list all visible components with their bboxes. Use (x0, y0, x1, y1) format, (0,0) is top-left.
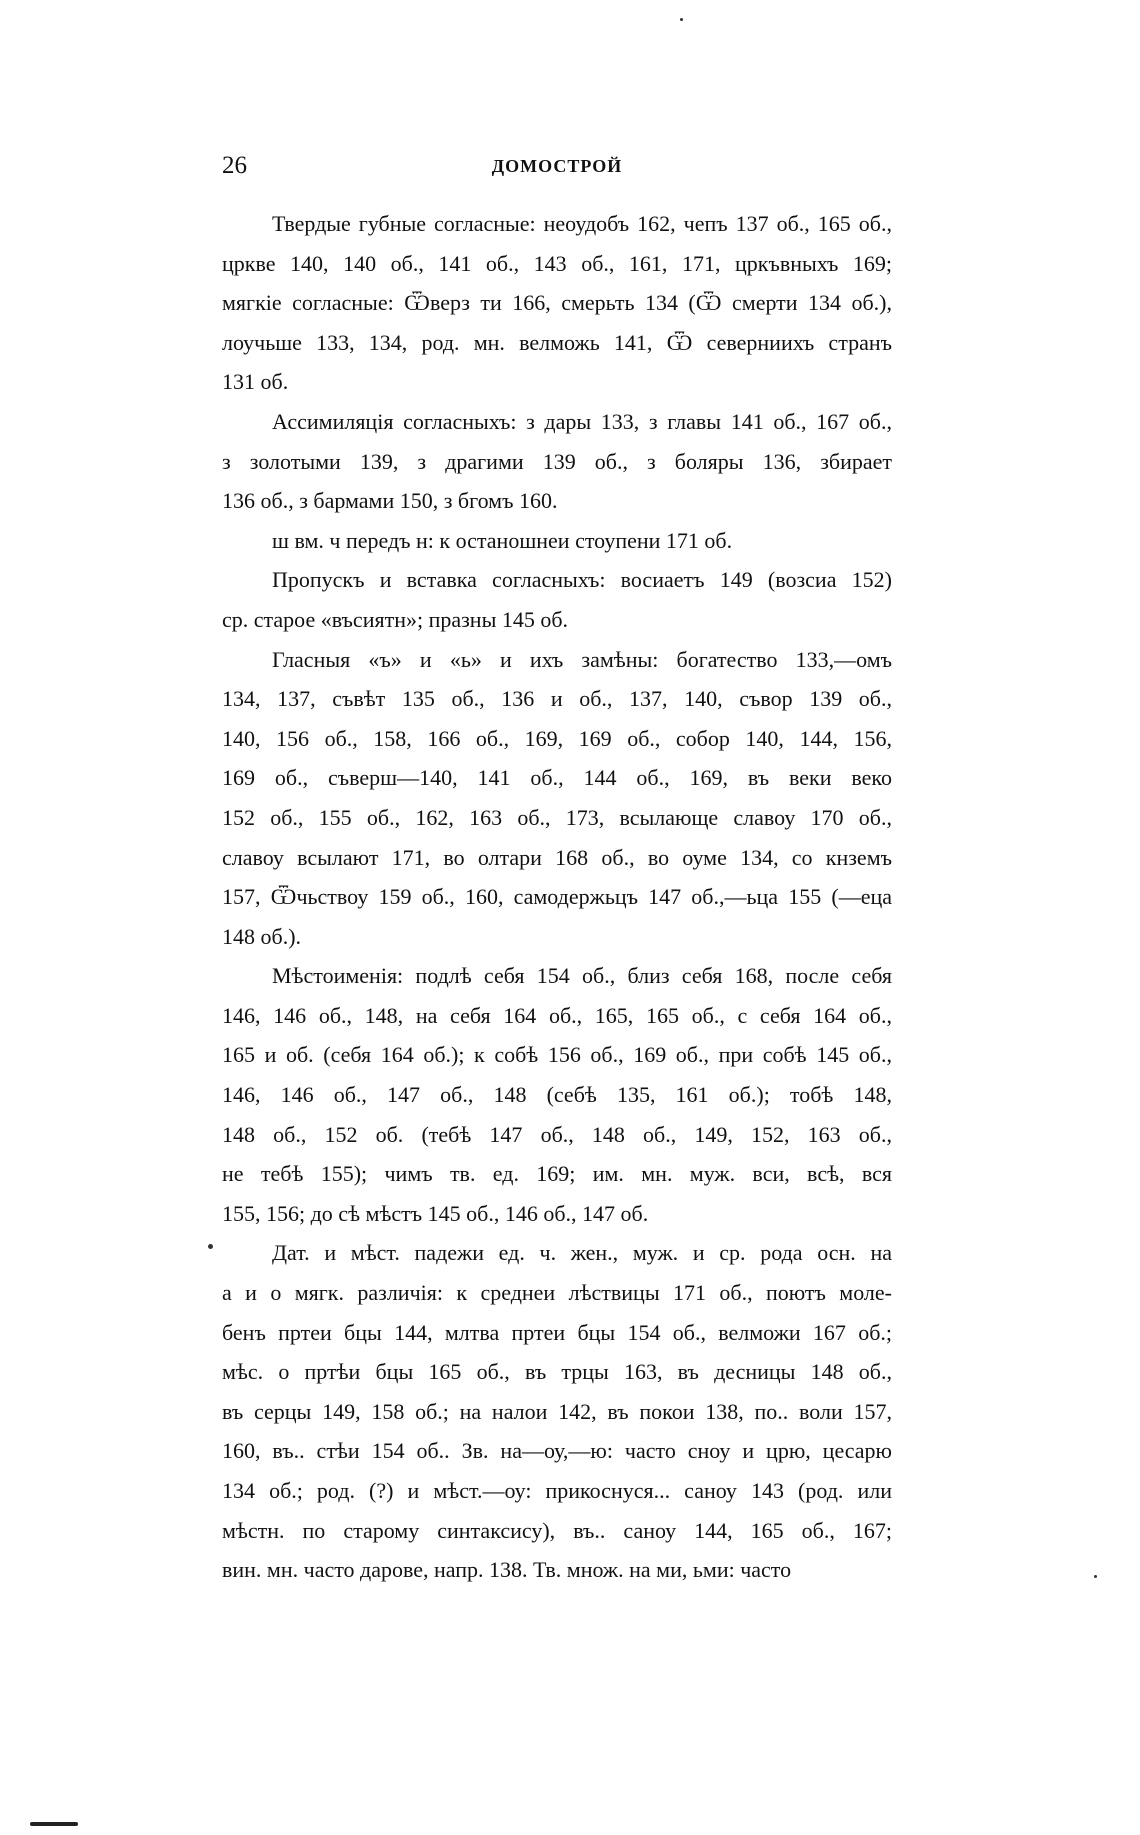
text-line: ш вм. ч передъ н: к останошнеи стоупени 171 об. (272, 527, 733, 553)
text-line: лоучьше 133, 134, род. мн. велможь 141, Ѿ северниихъ странъ (222, 329, 892, 355)
text-line: 165 и об. (себя 164 об.); к собѣ 156 об., 169 об., при собѣ 145 об., (222, 1042, 892, 1068)
text-line: 155, 156; до сѣ мѣстъ 145 об., 146 об., 147 об. (222, 1200, 649, 1226)
text-line: Дат. и мѣст. падежи ед. ч. жен., муж. и ср. рода осн. на (272, 1240, 892, 1266)
paragraph (222, 560, 892, 639)
body-text (222, 204, 892, 1590)
paragraph (222, 640, 892, 957)
text-line: Пропускъ и вставка согласныхъ: восиаетъ 149 (возсиа 152) (272, 567, 892, 593)
text-line: мѣстн. по старому синтаксису), въ.. саноу 144, 165 об., 167; (222, 1517, 892, 1543)
text-line: не тебѣ 155); чимъ тв. ед. 169; им. мн. муж. вси, всѣ, вся (222, 1161, 892, 1187)
text-line: 169 об., съверш—140, 141 об., 144 об., 169, въ веки веко (222, 765, 892, 791)
text-line: 140, 156 об., 158, 166 об., 169, 169 об., собор 140, 144, 156, (222, 725, 892, 751)
paragraph (222, 204, 892, 402)
text-line: 136 об., з бармами 150, з бгомъ 160. (222, 488, 558, 514)
scan-mark (30, 1822, 78, 1826)
running-title: ДОМОСТРОЙ (491, 156, 623, 176)
text-line: а и о мягк. различiя: к среднеи лѣствицы 171 об., поютъ моле- (222, 1280, 892, 1306)
text-line: вин. мн. часто дарове, напр. 138. Тв. множ. на ми, ьми: часто (222, 1557, 792, 1583)
text-line: 152 об., 155 об., 162, 163 об., 173, всылающе славоу 170 об., (222, 804, 892, 830)
text-line: бенъ пртеи бцы 144, млтва пртеи бцы 154 об., велможи 167 об.; (222, 1319, 892, 1345)
paragraph (222, 402, 892, 521)
text-line: Ассимиляцiя согласныхъ: з дары 133, з главы 141 об., 167 об., (272, 408, 892, 434)
text-line: 160, въ.. стѣи 154 об.. Зв. на—оу,—ю: часто сноу и црю, цесарю (222, 1438, 892, 1464)
page-number: 26 (222, 152, 247, 179)
text-line: мягкiе согласные: Ѿверз ти 166, смерьть 134 (Ѿ смерти 134 об.), (222, 290, 892, 316)
text-line: Твердые губные согласные: неоудобъ 162, чепъ 137 об., 165 об., (272, 211, 892, 236)
text-line: з золотыми 139, з драгими 139 об., з боляры 136, збирает (222, 448, 892, 474)
paragraph (222, 521, 892, 561)
ink-speck (208, 1244, 213, 1249)
text-line: Гласныя «ъ» и «ь» и ихъ замѣны: богатество 133,—омъ (272, 646, 892, 672)
text-line: въ серцы 149, 158 об.; на налои 142, въ покои 138, по.. воли 157, (222, 1398, 892, 1424)
text-line: 134 об.; род. (?) и мѣст.—оу: прикоснуся... саноу 143 (род. или (222, 1478, 892, 1503)
text-line: мѣс. о пртѣи бцы 165 об., въ трцы 163, въ десницы 148 об., (222, 1359, 892, 1385)
ink-speck (1094, 1575, 1097, 1578)
text-line: 146, 146 об., 148, на себя 164 об., 165, 165 об., с себя 164 об., (222, 1002, 892, 1028)
page-header (222, 152, 892, 182)
text-line: 146, 146 об., 147 об., 148 (себѣ 135, 161 об.); тобѣ 148, (222, 1082, 892, 1108)
text-line: цркве 140, 140 об., 141 об., 143 об., 161, 171, цркъвныхъ 169; (222, 250, 892, 276)
text-line: Мѣстоименiя: подлѣ себя 154 об., близ себя 168, после себя (272, 963, 892, 989)
text-line: ср. старое «въсиятн»; празны 145 об. (222, 606, 569, 632)
text-line: 134, 137, съвѣт 135 об., 136 и об., 137, 140, съвор 139 об., (222, 686, 892, 712)
paragraph (222, 956, 892, 1233)
text-line: 148 об., 152 об. (тебѣ 147 об., 148 об., 149, 152, 163 об., (222, 1121, 892, 1147)
ink-speck (680, 18, 683, 21)
text-line: славоу всылают 171, во олтари 168 об., во оуме 134, со кнземъ (222, 844, 892, 870)
paragraph (222, 1233, 892, 1589)
text-line: 157, Ѿчьствоу 159 об., 160, самодержьцъ 147 об.,—ьца 155 (—еца (222, 884, 892, 910)
text-line: 148 об.). (222, 923, 302, 949)
text-line: 131 об. (222, 369, 289, 395)
